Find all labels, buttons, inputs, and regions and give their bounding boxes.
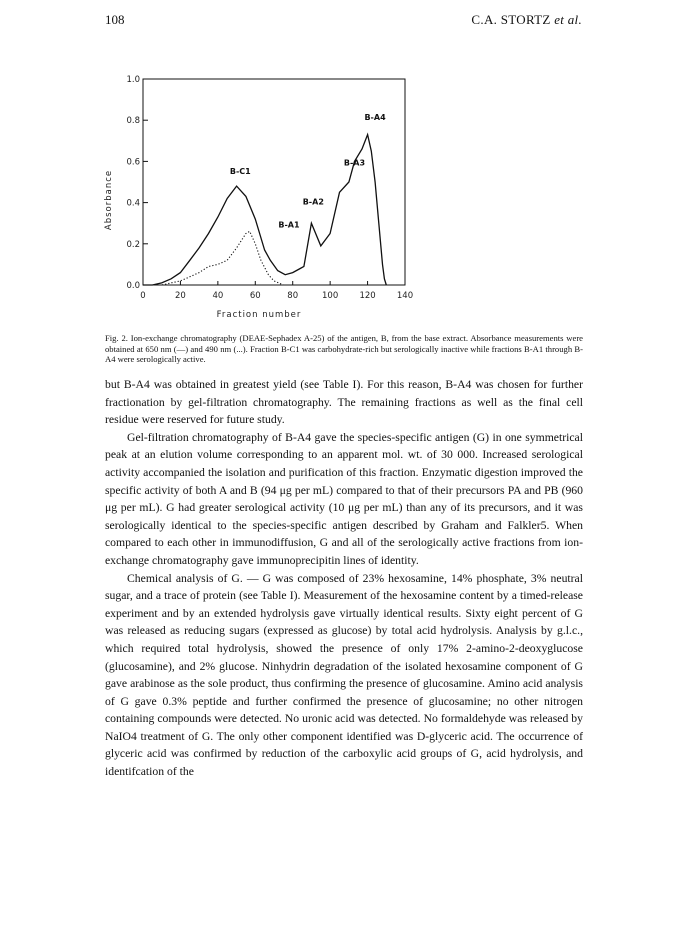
- x-tick-label: 40: [212, 291, 224, 301]
- page-number: 108: [105, 12, 125, 27]
- y-tick-label: 0.8: [126, 116, 140, 127]
- x-tick-label: 100: [322, 291, 339, 301]
- y-tick-label: 0.0: [126, 281, 140, 291]
- x-tick-label: 80: [287, 291, 299, 301]
- x-tick-label: 120: [359, 291, 376, 301]
- figure-caption: [105, 333, 583, 365]
- paragraph: Gel-filtration chromatography of B-A4 gave the species-specific antigen (G) in one symmetrical peak at an elution volume corresponding to an apparent mol. wt. of 30 000. Increased serological activity accompanied the isolation and purification of this fraction. Enzymatic digestion improved the specific activity of both A and B (94 μg per mL) compared to that of their precursors PA and PB (960 μg per mL). G had greater serological activity (10 μg per mL) than any of its precursors, and it was serologically identical to the species-specific antigen described by Graham and Falkler5. When compared to each other in immunodiffusion, G and all of the serologically active fractions from ion-exchange chromatography gave immunoprecipitin lines of identity.: [105, 430, 583, 567]
- x-tick-label: 60: [249, 291, 261, 301]
- peak-label: B-A4: [364, 113, 386, 123]
- running-head: [471, 12, 582, 28]
- plot-frame: [143, 79, 405, 285]
- x-tick-label: 20: [175, 291, 186, 301]
- running-head-suffix: et al.: [554, 12, 582, 27]
- peak-label: B-A1: [278, 220, 300, 230]
- y-tick-label: 0.4: [126, 198, 140, 209]
- y-tick-label: 0.6: [126, 157, 140, 168]
- chart-axes: [143, 79, 405, 285]
- y-axis-title: Absorbance: [104, 169, 114, 231]
- running-head-author: C.A. STORTZ: [471, 12, 551, 27]
- peak-label: B-A3: [343, 158, 366, 168]
- x-tick-label: 0: [140, 291, 146, 301]
- body-text: [105, 376, 583, 781]
- x-axis-title: Fraction number: [216, 310, 302, 320]
- paragraph: but B-A4 was obtained in greatest yield (see Table I). For this reason, B-A4 was chosen for further fractionation by gel-filtration chromatography. The remaining fractions as well as the final cell residue were reserved for future study.: [105, 378, 583, 427]
- peak-label: B-C1: [229, 166, 251, 176]
- x-tick-label: 140: [396, 291, 414, 301]
- y-tick-label: 1.0: [126, 75, 140, 85]
- series-490nm: [152, 231, 283, 285]
- chromatography-chart: [85, 55, 445, 323]
- caption-label: Fig. 2.: [105, 333, 128, 343]
- caption-text: Ion-exchange chromatography (DEAE-Sephadex A-25) of the antigen, B, from the base extract. Absorbance measurements were obtained at 650 nm (—) and 490 nm (...). Fraction B-C1 was carbohydrate-rich but serologically inactive while fractions B-A1 through B-A4 were serologically active.: [105, 333, 584, 365]
- y-tick-label: 0.2: [126, 239, 140, 250]
- peak-label: B-A2: [302, 197, 324, 207]
- paragraph: Chemical analysis of G. — G was composed of 23% hexosamine, 14% phosphate, 3% neutral sugar, and a trace of protein (see Table I). Measurement of the hexosamine content by a timed-release experiment and by an extended hydrolysis gave virtually identical results. Sixty eight percent of G was released as reducing sugars (expressed as glucose) by total acid hydrolysis. Analysis by g.l.c., which required total hydrolysis, showed the presence of only 17% 2-amino-2-deoxyglucose (glucosamine), and 2% glucose. Ninhydrin degradation of the isolated hexosamine component of G gave arabinose as the sole product, thus confirming the presence of glucosamine. Amino acid analysis of G gave 0.3% peptide and further confirmed the presence of glucosamine; no other nitrogen containing compounds were detected. No uronic acid was detected. No formaldehyde was released by NaIO4 treatment of G. The only other component identified was D-glyceric acid. The occurrence of glyceric acid was confirmed by reduction of the carboxylic acid groups of G, acid hydrolysis, and identifcation of the: [105, 571, 583, 779]
- series-650nm: [143, 135, 386, 285]
